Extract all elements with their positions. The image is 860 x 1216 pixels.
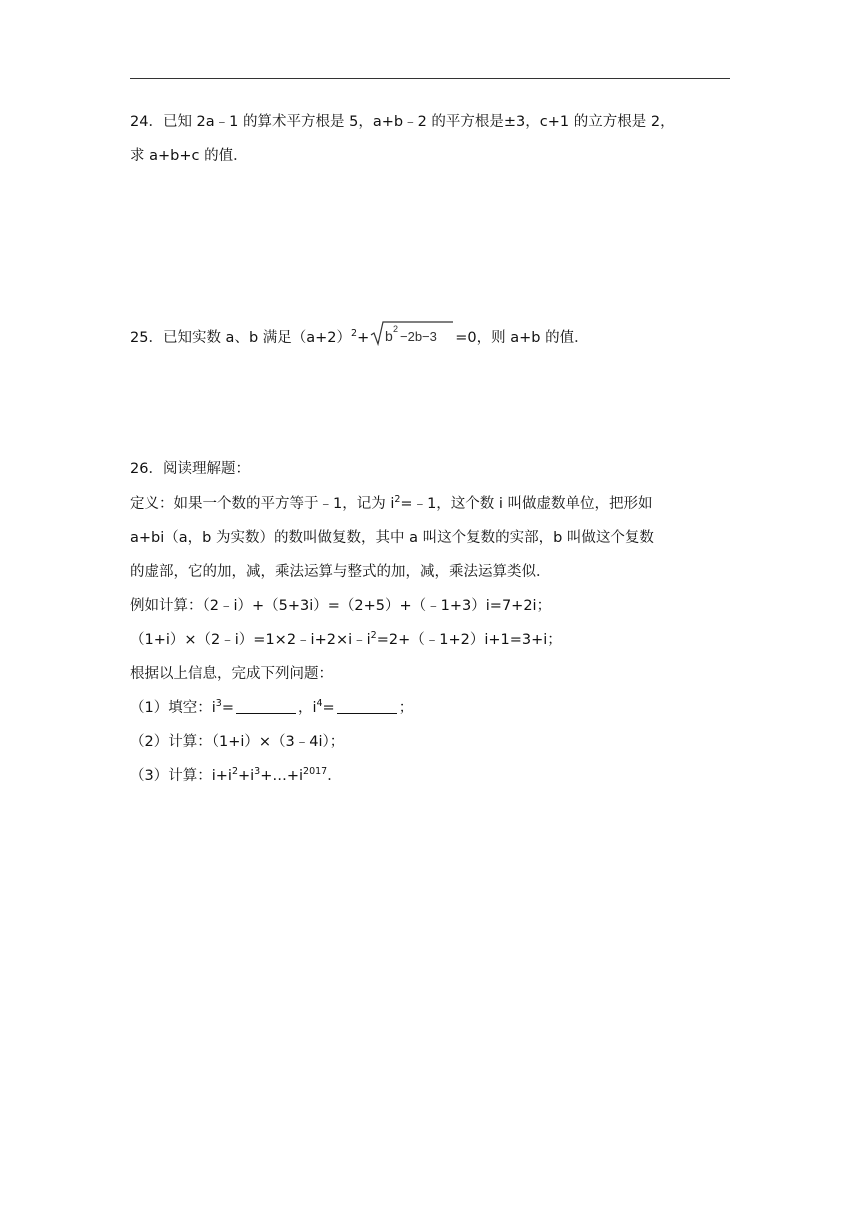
- q26-def-line1: [130, 494, 653, 514]
- s1-exponent-3: 3: [215, 698, 222, 709]
- s3-mid1: +i: [237, 768, 255, 784]
- q26-prompt: 根据以上信息，完成下列问题：: [130, 666, 333, 682]
- s1-exponent-4: 4: [316, 698, 323, 709]
- s3-mid2: +…+i: [260, 768, 304, 784]
- ex2-exponent: 2: [370, 630, 377, 641]
- q26-sub2: （2）计算：（1+i）×（3﹣4i）；: [130, 734, 345, 750]
- s3-exponent-2: 2: [231, 766, 238, 777]
- answer-blank-i3[interactable]: [236, 699, 296, 714]
- q26-sub3: [130, 766, 342, 786]
- s3-exponent-2017: 2017: [303, 766, 328, 777]
- q25-pre: 25．已知实数 a、b 满足（a+2）: [130, 330, 352, 346]
- s1-end: ；: [398, 700, 414, 716]
- q26-def-line2: a+bi（a，b 为实数）的数叫做复数，其中 a 叫这个复数的实部，b 叫做这个复数: [130, 530, 654, 546]
- s3-pre: （3）计算：i+i: [130, 768, 232, 784]
- q26-example1: 例如计算：（2﹣i）+（5+3i）=（2+5）+（﹣1+3）i=7+2i；: [130, 598, 552, 614]
- header-rule: [130, 78, 730, 79]
- sqrt-radical: [370, 320, 454, 352]
- answer-blank-i4[interactable]: [337, 699, 397, 714]
- def1-pre: 定义：如果一个数的平方等于﹣1，记为 i: [130, 496, 395, 512]
- s1-equals-1: =: [221, 700, 234, 716]
- q25-post: =0，则 a+b 的值．: [455, 330, 589, 346]
- s1-equals-2: =: [322, 700, 335, 716]
- s3-end: ．: [327, 768, 342, 784]
- q24-line2: 求 a+b+c 的值．: [130, 148, 248, 164]
- q26-def-line3: 的虚部，它的加，减，乘法运算与整式的加，减，乘法运算类似．: [130, 564, 551, 580]
- ex2-post: =2+（﹣1+2）i+1=3+i；: [376, 632, 562, 648]
- radicand-rest: −2b−3: [400, 329, 438, 344]
- q26-title: 26．阅读理解题：: [130, 461, 250, 477]
- q26-sub1: [130, 698, 413, 718]
- ex2-pre: （1+i）×（2﹣i）=1×2﹣i+2×i﹣i: [130, 632, 371, 648]
- s1-pre: （1）填空：i: [130, 700, 216, 716]
- q24-line1: 24．已知 2a﹣1 的算术平方根是 5，a+b﹣2 的平方根是±3，c+1 的立方根是 2，: [130, 114, 675, 130]
- s1-mid: ，i: [297, 700, 317, 716]
- def1-post: =﹣1，这个数 i 叫做虚数单位，把形如: [400, 496, 653, 512]
- radicand-exponent: 2: [393, 324, 399, 334]
- q25-exponent: 2: [351, 328, 358, 339]
- def1-exponent: 2: [394, 494, 401, 505]
- radicand-b: b: [385, 328, 394, 344]
- q26-example2: [130, 630, 562, 650]
- q25-plus: +: [357, 330, 370, 346]
- s3-exponent-3: 3: [254, 766, 261, 777]
- q25-text: [130, 320, 589, 352]
